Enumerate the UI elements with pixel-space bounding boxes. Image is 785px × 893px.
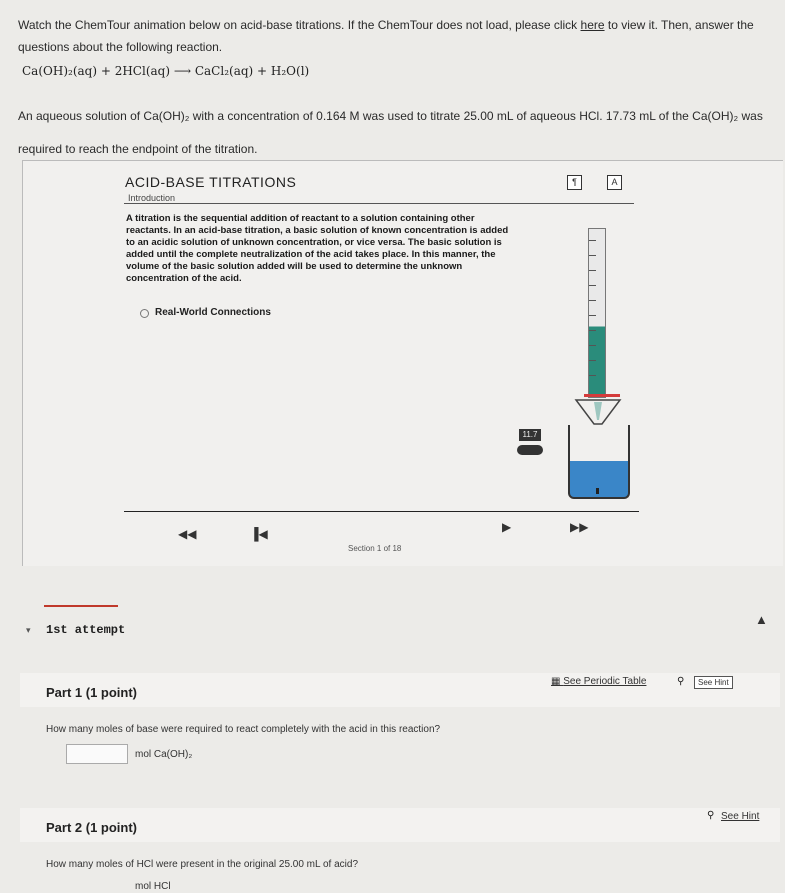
rewind-button[interactable]: ◀◀ — [178, 527, 197, 541]
part2-question: How many moles of HCl were present in the original 25.00 mL of acid? — [46, 859, 359, 870]
burette — [588, 228, 606, 398]
burette-tick — [589, 270, 596, 271]
burette-tick — [589, 240, 596, 241]
chemtour-title: ACID-BASE TITRATIONS — [125, 174, 297, 190]
glossary-icon[interactable]: A — [607, 175, 622, 190]
periodic-table-label: See Periodic Table — [563, 676, 647, 687]
part1-question: How many moles of base were required to react completely with the acid in this reaction? — [46, 724, 441, 735]
instructions-text-b: to view it. Then, answer the questions about the following reaction. — [18, 18, 754, 54]
instructions-text-a: Watch the ChemTour animation below on acid-base titrations. If the ChemTour does not load, please click — [18, 18, 581, 32]
burette-tick — [589, 375, 596, 376]
hint-icon: ⚲ — [677, 676, 685, 687]
burette-tip — [572, 398, 624, 426]
burette-tick — [589, 255, 596, 256]
paragraph-icon[interactable]: ¶ — [567, 175, 582, 190]
part1-unit: mol Ca(OH)₂ — [135, 749, 193, 760]
part2-title: Part 2 (1 point) — [46, 820, 138, 835]
chevron-up-icon[interactable]: ▲ — [755, 612, 768, 627]
burette-tick — [589, 300, 596, 301]
real-world-label[interactable]: Real-World Connections — [155, 307, 271, 318]
section-indicator: Section 1 of 18 — [348, 544, 402, 553]
attempt-divider — [44, 605, 118, 607]
burette-tick — [589, 345, 596, 346]
chevron-down-icon[interactable]: ▾ — [26, 625, 31, 635]
chemtour-subtitle: Introduction — [128, 193, 176, 203]
part2-hint-button[interactable]: See Hint — [721, 811, 760, 822]
instructions-paragraph — [18, 14, 778, 58]
next-button[interactable]: ▶▶ — [570, 520, 589, 534]
hint-icon: ⚲ — [707, 810, 715, 821]
ph-meter-knobs — [517, 445, 543, 455]
chemtour-body-text: A titration is the sequential addition of reactant to a solution containing other reactants. In an acid-base titration, a basic solution of known concentration is added to an acidic solution of unknown concentration, or vice versa. The basic solution is added until the complete neutralization of the acid takes place. In this manner, the volume of the basic solution added will be used to determine the unknown concentration of the acid. — [126, 213, 509, 284]
beaker — [568, 425, 630, 499]
ph-meter-display: 11.7 — [519, 429, 541, 441]
burette-tick — [589, 360, 596, 361]
attempt-label[interactable]: 1st attempt — [46, 623, 126, 637]
controls-divider — [124, 511, 639, 512]
periodic-table-link[interactable] — [551, 676, 646, 687]
part1-hint-button[interactable]: See Hint — [694, 676, 733, 689]
header-divider — [124, 203, 634, 204]
burette-tick — [589, 315, 596, 316]
previous-button[interactable]: ▐◀ — [250, 527, 268, 541]
periodic-table-icon: ▦ — [551, 676, 564, 687]
stir-bar — [596, 488, 599, 494]
problem-statement: An aqueous solution of Ca(OH)₂ with a concentration of 0.164 M was used to titrate 25.00 mL of aqueous HCl. 17.73 mL of the Ca(OH)₂ was required to reach the endpoint of the titration. — [18, 109, 763, 156]
part1-title: Part 1 (1 point) — [46, 685, 138, 700]
burette-tick — [589, 285, 596, 286]
stopcock[interactable] — [584, 394, 620, 397]
play-button[interactable]: ▶ — [502, 520, 512, 534]
reaction-equation: Ca(OH)₂(aq) + 2HCl(aq) ⟶ CaCl₂(aq) + H₂O(l) — [22, 64, 310, 78]
part1-answer-input[interactable] — [66, 744, 128, 764]
part2-unit: mol HCl — [135, 881, 171, 892]
chemtour-link[interactable]: here — [580, 18, 605, 32]
real-world-radio[interactable] — [140, 309, 149, 318]
burette-tick — [589, 330, 596, 331]
